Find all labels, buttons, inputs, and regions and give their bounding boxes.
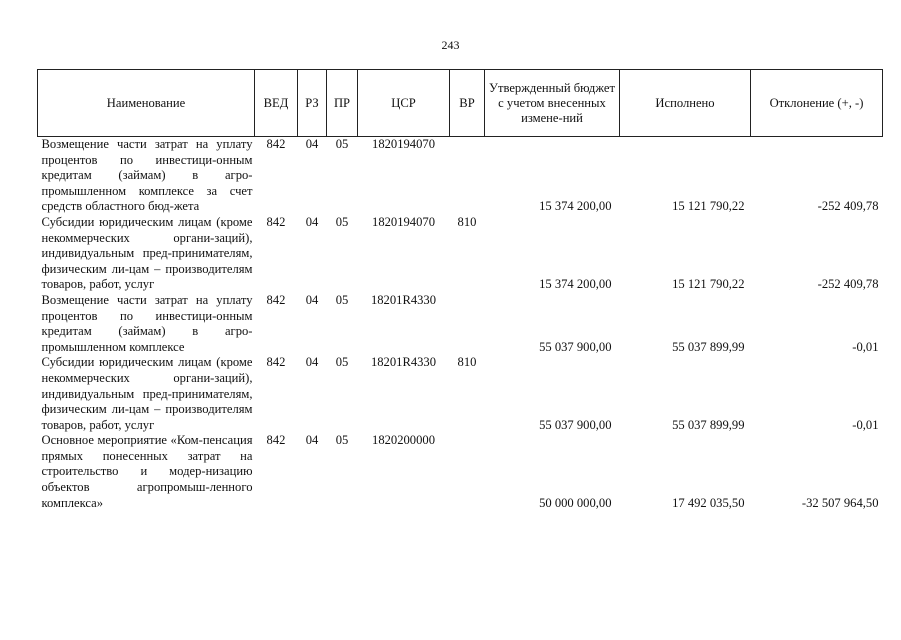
table-row — [38, 293, 883, 355]
row-ved: 842 — [266, 433, 286, 448]
row-vr — [450, 433, 485, 511]
row-vr: 810 — [457, 355, 477, 370]
header-rz: РЗ — [298, 70, 327, 137]
table-row — [38, 355, 883, 433]
row-approved: 50 000 000,00 — [539, 495, 612, 510]
row-ved: 842 — [266, 292, 286, 307]
header-pr: ПР — [327, 70, 358, 137]
table-header-row — [38, 70, 883, 137]
page-number: 243 — [441, 38, 460, 52]
row-ved: 842 — [266, 355, 286, 370]
row-name: Субсидии юридическим лицам (кроме некоммерческих органи-заций), индивидуальным пред-принимателям, физическим ли-цам – производителям товаров, работ, услуг — [41, 214, 253, 292]
row-executed: 15 121 790,22 — [672, 199, 745, 214]
row-executed: 55 037 899,99 — [672, 339, 745, 354]
row-csr: 1820194070 — [372, 214, 435, 229]
row-deviation: -32 507 964,50 — [801, 495, 879, 510]
row-name: Субсидии юридическим лицам (кроме некоммерческих органи-заций), индивидуальным пред-принимателям, физическим ли-цам – производителям товаров, работ, услуг — [41, 355, 253, 432]
header-vr: ВР — [450, 70, 485, 137]
header-ved: ВЕД — [255, 70, 298, 137]
row-csr: 1820194070 — [372, 137, 435, 151]
row-vr: 810 — [457, 214, 477, 229]
row-rz: 04 — [305, 433, 319, 448]
table-row — [38, 137, 883, 215]
table-row — [38, 433, 883, 511]
row-rz: 04 — [305, 292, 319, 307]
row-csr: 18201R4330 — [370, 355, 437, 370]
row-pr: 05 — [335, 292, 349, 307]
row-name: Возмещение части затрат на уплату процентов по инвестици-онным кредитам (займам) в агро-промышленном комплексе за счет средств областного бюд-жета — [41, 137, 253, 214]
header-executed: Исполнено — [620, 70, 751, 137]
row-pr: 05 — [335, 433, 349, 448]
row-vr — [450, 293, 485, 355]
row-name: Возмещение части затрат на уплату процентов по инвестици-онным кредитам (займам) в агро-промышленном комплексе — [41, 292, 253, 354]
row-approved: 15 374 200,00 — [539, 277, 612, 292]
header-csr: ЦСР — [358, 70, 450, 137]
row-deviation: -0,01 — [852, 417, 879, 432]
row-csr: 18201R4330 — [370, 292, 437, 307]
row-rz: 04 — [305, 137, 319, 151]
row-rz: 04 — [305, 355, 319, 370]
row-approved: 55 037 900,00 — [539, 417, 612, 432]
row-vr — [450, 137, 485, 215]
budget-table — [37, 69, 883, 511]
row-deviation: -252 409,78 — [817, 199, 879, 214]
row-name: Основное мероприятие «Ком-пенсация прямых понесенных затрат на строительство и модер-низацию объектов агропромыш-ленного комплекса» — [41, 433, 253, 510]
row-executed: 55 037 899,99 — [672, 417, 745, 432]
row-pr: 05 — [335, 214, 349, 229]
row-ved: 842 — [266, 214, 286, 229]
row-deviation: -252 409,78 — [817, 277, 879, 292]
header-approved: Утвержденный бюджет с учетом внесенных измене-ний — [485, 70, 620, 137]
row-pr: 05 — [335, 355, 349, 370]
row-approved: 15 374 200,00 — [539, 199, 612, 214]
header-deviation: Отклонение (+, -) — [751, 70, 883, 137]
row-csr: 1820200000 — [372, 433, 435, 448]
row-deviation: -0,01 — [852, 339, 879, 354]
row-rz: 04 — [305, 214, 319, 229]
row-ved: 842 — [266, 137, 286, 151]
table-row — [38, 215, 883, 293]
row-approved: 55 037 900,00 — [539, 339, 612, 354]
row-executed: 17 492 035,50 — [672, 495, 745, 510]
row-executed: 15 121 790,22 — [672, 277, 745, 292]
header-name: Наименование — [38, 70, 255, 137]
row-pr: 05 — [335, 137, 349, 151]
